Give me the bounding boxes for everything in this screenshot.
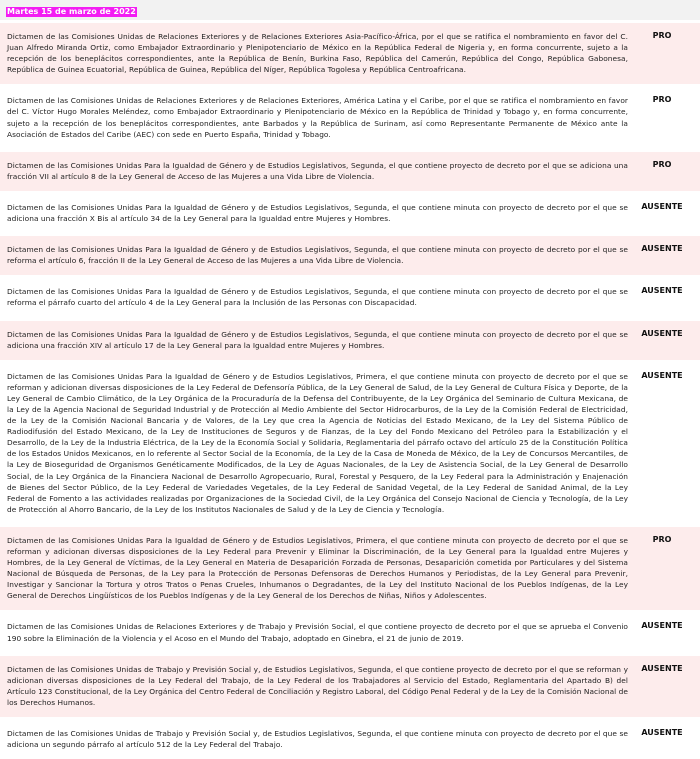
vote-dictamen-text: Dictamen de las Comisiones Unidas Para la Igualdad de Género y de Estudios Legislativos, Segunda, el que contiene minuta con proyecto de decreto por el que se reforma el artículo 6, fracción II de la Ley General de Acceso de las Mujeres a una Vida Libre de Violencia. [7, 245, 628, 266]
vote-dictamen-text: Dictamen de las Comisiones Unidas de Relaciones Exteriores y de Relaciones Exteriores, América Latina y el Caribe, por el que se ratifica el nombramiento en favor del C. Víctor Hugo Morales Meléndez, como Embajador Extraordinario y Plenipotenciario de México en la República de Trinidad y Tobago y, en forma concurrente, sujeto a la recepción de los beneplácitos correspondientes, ante Barbados y la República de Surinam, así como Representante Permanente de México ante la Asociación de Estados del Caribe (AEC) con sede en Puerto España, Trinidad y Tobago. [7, 96, 628, 139]
vote-result: AUSENTE [641, 370, 683, 380]
vote-result: AUSENTE [641, 728, 683, 738]
vote-row [0, 321, 700, 360]
vote-row [0, 527, 700, 611]
vote-row [0, 236, 700, 275]
vote-row [0, 656, 700, 717]
vote-result: AUSENTE [641, 663, 683, 673]
session-date-label: Martes 15 de marzo de 2022 [7, 7, 136, 16]
vote-row [0, 363, 700, 524]
vote-dictamen-text: Dictamen de las Comisiones Unidas Para la Igualdad de Género y de Estudios Legislativos, Primera, el que contiene minuta con proyecto de decreto por el que se reforman y adicionan diversas disposiciones de la Ley Federal para Prevenir y Eliminar la Discriminación, de la Ley General para la Igualdad entre Mujeres y Hombres, de la Ley General de Víctimas, de la Ley General en Materia de Desaparición Forzada de Personas, Desaparición cometida por Particulares y del Sistema Nacional de Búsqueda de Personas, de la Ley para la Protección de Personas Defensoras de Derechos Humanos y Periodistas, de la Ley General para Prevenir, Investigar y Sancionar la Tortura y otros Tratos o Penas Crueles, Inhumanos o Degradantes, de la Ley del Instituto Nacional de los Pueblos Indígenas, de la Ley General de Derechos Lingüísticos de los Pueblos Indígenas y de la Ley General de los Derechos de Niñas, Niños y Adolescentes. [7, 535, 628, 601]
vote-dictamen-text: Dictamen de las Comisiones Unidas Para la Igualdad de Género y de Estudios Legislativos, Segunda, el que contiene proyecto de decreto por el que se adiciona una fracción VII al artículo 8 de la Ley General de Acceso de las Mujeres a una Vida Libre de Violencia. [7, 160, 628, 181]
vote-dictamen-text: Dictamen de las Comisiones Unidas Para la Igualdad de Género y de Estudios Legislativos, Segunda, el que contiene minuta con proyecto de decreto por el que se adiciona una fracción XIV al artículo 17 de la Ley General para la Igualdad entre Mujeres y Hombres. [7, 329, 628, 350]
vote-row [0, 720, 700, 759]
vote-result: AUSENTE [641, 328, 683, 338]
vote-row [0, 152, 700, 191]
vote-dictamen-text: Dictamen de las Comisiones Unidas Para la Igualdad de Género y de Estudios Legislativos, Segunda, el que contiene minuta con proyecto de decreto por el que se adiciona una fracción X Bis al artículo 34 de la Ley General para la Igualdad entre Mujeres y Hombres. [7, 202, 628, 224]
vote-dictamen-text: Dictamen de las Comisiones Unidas de Trabajo y Previsión Social y, de Estudios Legislativos, Segunda, el que contiene proyecto de decreto por el que se reforman y adicionan diversas disposiciones de la Ley Federal del Trabajo, de la Ley Federal de los Trabajadores al Servicio del Estado, Reglamentaria del Apartado B) del Artículo 123 Constitucional, de la Ley Orgánica del Centro Federal de Conciliación y Registro Laboral, del Código Penal Federal y de la Ley de la Comisión Nacional de los Derechos Humanos. [7, 664, 628, 707]
vote-list [0, 23, 700, 759]
vote-row [0, 23, 700, 84]
vote-result: AUSENTE [641, 621, 683, 631]
vote-result: PRO [652, 159, 672, 169]
vote-result: AUSENTE [641, 286, 683, 296]
vote-dictamen-text: Dictamen de las Comisiones Unidas Para la Igualdad de Género y de Estudios Legislativos, Primera, el que contiene minuta con proyecto de decreto por el que se reforman y adicionan diversas disposiciones de la Ley Federal de Defensoría Pública, de la Ley General de Salud, de la Ley General de Cultura Física y Deporte, de la Ley General de Cambio Climático, de la Ley Orgánica de la Procuraduría de la Defensa del Contribuyente, de la Ley Orgánica del Seminario de Cultura Mexicana, de la Ley de la Agencia Nacional de Seguridad Industrial y de Protección al Medio Ambiente del Sector Hidrocarburos, de la Ley de la Comisión Federal de Electricidad, de la Ley de la Comisión Nacional Bancaria y de Valores, de la Ley que crea la Agencia de Noticias del Estado Mexicano, de la Ley del Sistema Público de Radiodifusión del Estado Mexicano, de la Ley de Instituciones de Seguros y de Fianzas, de la Ley del Fondo Mexicano del Petróleo para la Estabilización y el Desarrollo, de la Ley de la Industria Eléctrica, de la Ley de la Economía Social y Solidaria, Reglamentaria del párrafo octavo del artículo 25 de la Constitución Política de los Estados Unidos Mexicanos, en lo referente al Sector Social de la Economía, de la Ley de la Casa de Moneda de México, de la Ley de Concursos Mercantiles, de la Ley de Bioseguridad de Organismos Genéticamente Modificados, de la Ley de Aguas Nacionales, de la Ley de Asistencia Social, de la Ley General de Desarrollo Social, de la Ley Orgánica de la Financiera Nacional de Desarrollo Agropecuario, Rural, Forestal y Pesquero, de la Ley Federal para la Administración y Enajenación de Bienes del Sector Público, de la Ley Federal de Variedades Vegetales, de la Ley Federal de Sanidad Vegetal, de la Ley Federal de Sanidad Animal, de la Ley Federal de Fomento a las actividades realizadas por Organizaciones de la Sociedad Civil, de la Ley Orgánica del Consejo Nacional de Ciencia y Tecnología, de la Ley de Protección al Ahorro Bancario, de la Ley de los Institutos Nacionales de Salud y de la Ley de Ciencia y Tecnología. [7, 371, 628, 514]
vote-row [0, 613, 700, 652]
vote-result: AUSENTE [641, 244, 683, 254]
vote-result: PRO [652, 534, 672, 544]
vote-result: AUSENTE [641, 201, 683, 211]
vote-dictamen-text: Dictamen de las Comisiones Unidas de Relaciones Exteriores y de Trabajo y Previsión Social, el que contiene proyecto de decreto por el que se aprueba el Convenio 190 sobre la Eliminación de la Violencia y el Acoso en el Mundo del Trabajo, adoptado en Ginebra, el 21 de junio de 2019. [7, 622, 628, 643]
vote-row [0, 87, 700, 148]
vote-dictamen-text: Dictamen de las Comisiones Unidas de Relaciones Exteriores y de Relaciones Exteriores Asia-Pacífico-África, por el que se ratifica el nombramiento en favor del C. Juan Alfredo Miranda Ortiz, como Embajador Extraordinario y Plenipotenciario de México en la República Federal de Nigeria y, en forma concurrente, sujeto a la recepción de los beneplácitos correspondientes, ante la República de Benín, Burkina Faso, República del Camerún, República del Congo, República Gabonesa, República de Guinea Ecuatorial, República de Guinea, República del Níger, República Togolesa y República Centroafricana. [7, 32, 628, 75]
session-date-header [0, 0, 700, 20]
vote-row [0, 278, 700, 317]
vote-result: PRO [652, 31, 672, 40]
vote-result: PRO [652, 95, 672, 105]
vote-dictamen-text: Dictamen de las Comisiones Unidas de Trabajo y Previsión Social y, de Estudios Legislativos, Segunda, el que contiene minuta con proyecto de decreto por el que se adiciona un segundo párrafo al artículo 512 de la Ley Federal del Trabajo. [7, 729, 628, 750]
vote-row [0, 194, 700, 233]
vote-dictamen-text: Dictamen de las Comisiones Unidas Para la Igualdad de Género y de Estudios Legislativos, Segunda, el que contiene minuta con proyecto de decreto por el que se reforma el párrafo cuarto del artículo 4 de la Ley General para la Inclusión de las Personas con Discapacidad. [7, 287, 628, 308]
